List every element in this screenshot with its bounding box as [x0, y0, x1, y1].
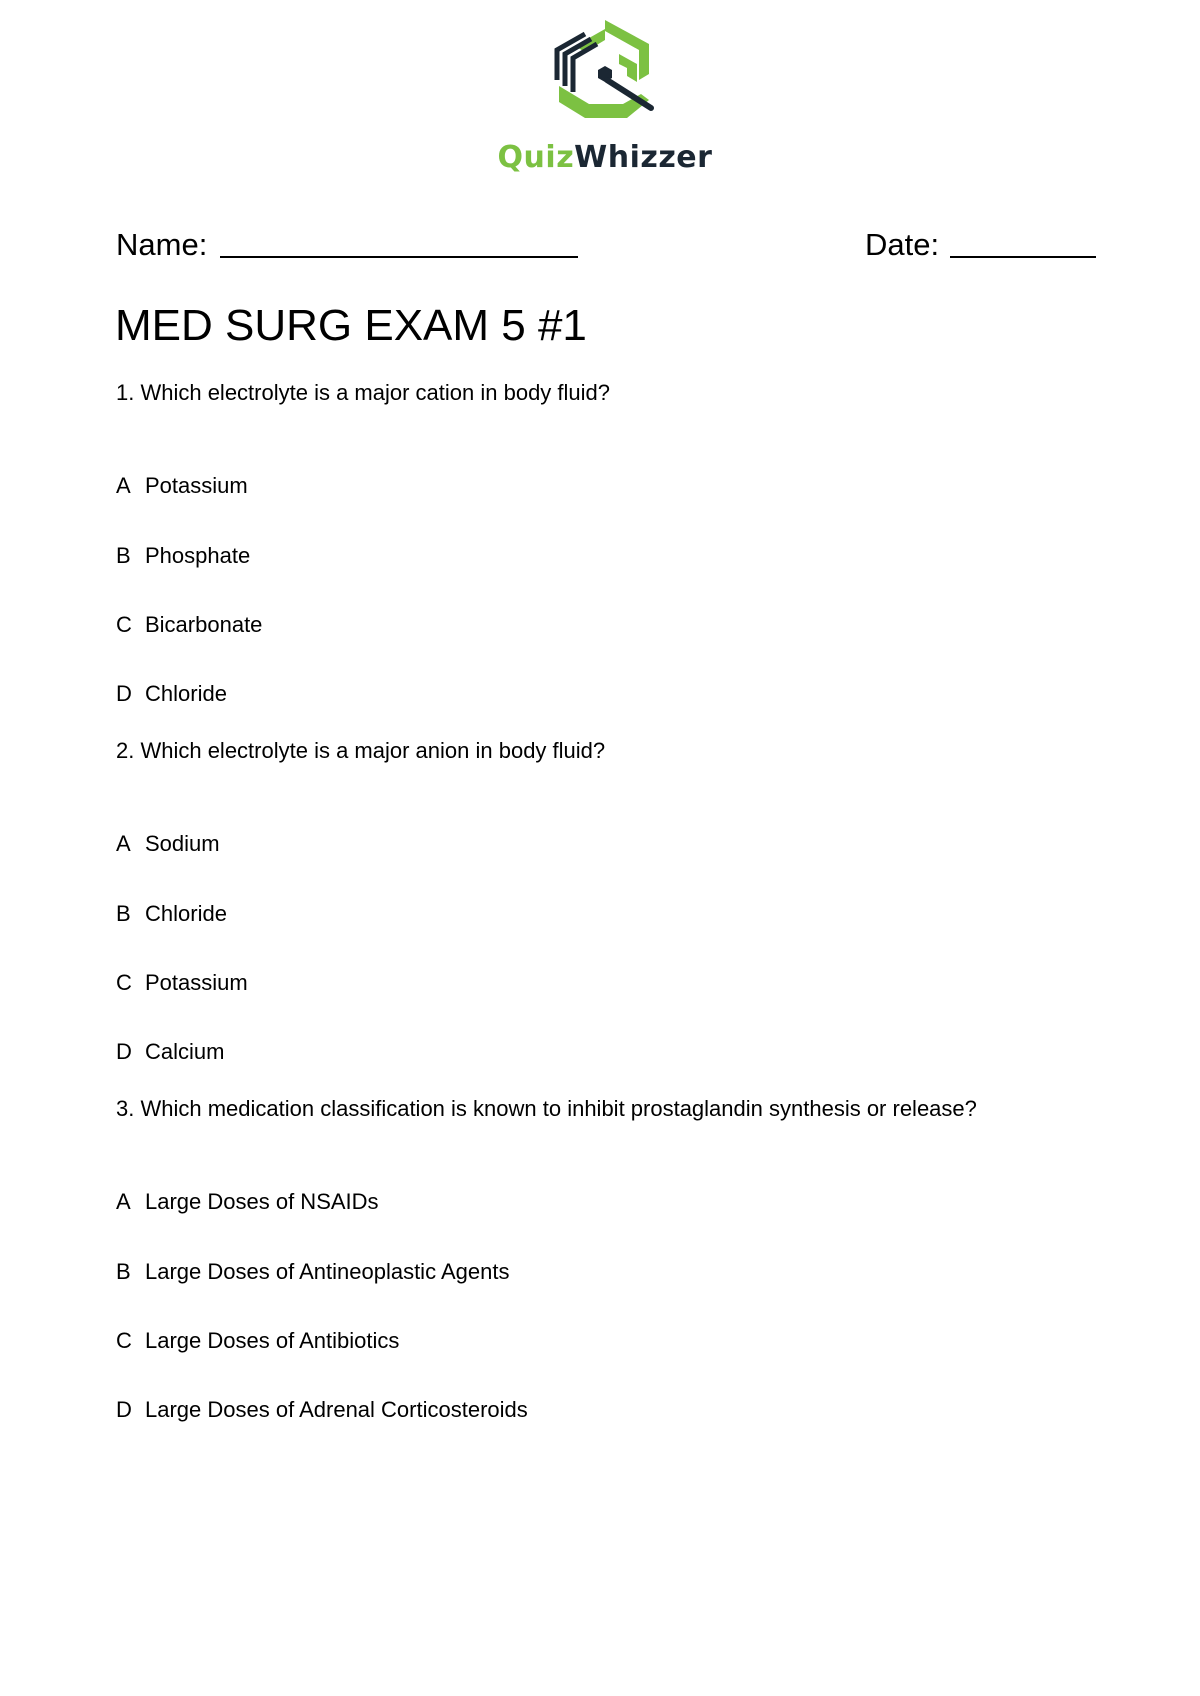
option-letter: A — [116, 831, 131, 856]
option-text: Large Doses of Antineoplastic Agents — [145, 1259, 510, 1284]
brand-logo — [490, 16, 720, 186]
question-3-option-a — [116, 1188, 379, 1216]
question-2-option-d — [116, 1038, 224, 1066]
question-1-text: 1. Which electrolyte is a major cation in body fluid? — [116, 380, 611, 405]
question-3-option-d — [116, 1396, 528, 1424]
option-text: Phosphate — [145, 543, 251, 568]
name-label: Name: — [116, 227, 208, 262]
question-1-option-d — [116, 680, 227, 708]
option-text: Bicarbonate — [145, 612, 263, 637]
option-letter: C — [116, 612, 132, 637]
question-3-text: 3. Which medication classification is known to inhibit prostaglandin synthesis or release? — [116, 1096, 977, 1121]
option-letter: B — [116, 543, 131, 568]
option-letter: A — [116, 473, 131, 498]
option-letter: C — [116, 970, 132, 995]
brand-name-part2: Whizzer — [574, 140, 713, 175]
hexagon-magnifier-logo-icon — [545, 16, 665, 128]
question-2-option-b — [116, 900, 227, 928]
question-1-option-a — [116, 472, 248, 500]
option-letter: C — [116, 1328, 132, 1353]
question-2-text: 2. Which electrolyte is a major anion in body fluid? — [116, 738, 606, 763]
option-letter: D — [116, 681, 132, 706]
date-label: Date: — [865, 227, 940, 262]
exam-title: MED SURG EXAM 5 #1 — [115, 301, 587, 350]
question-1-option-b — [116, 542, 250, 570]
option-letter: A — [116, 1189, 131, 1214]
option-letter: D — [116, 1397, 132, 1422]
option-text: Chloride — [145, 901, 227, 926]
option-letter: B — [116, 1259, 131, 1284]
option-text: Calcium — [145, 1039, 225, 1064]
option-letter: D — [116, 1039, 132, 1064]
question-2-option-c — [116, 969, 248, 997]
option-text: Large Doses of NSAIDs — [145, 1189, 379, 1214]
question-3-option-b — [116, 1258, 509, 1286]
question-1-option-c — [116, 611, 262, 639]
option-text: Sodium — [145, 831, 220, 856]
brand-name-part1: Quiz — [497, 140, 575, 175]
question-2-option-a — [116, 830, 220, 858]
name-field-line[interactable] — [220, 256, 578, 258]
option-text: Potassium — [145, 473, 248, 498]
option-text: Potassium — [145, 970, 248, 995]
option-text: Large Doses of Adrenal Corticosteroids — [145, 1397, 528, 1422]
date-field-line[interactable] — [950, 256, 1096, 258]
option-text: Chloride — [145, 681, 227, 706]
option-text: Large Doses of Antibiotics — [145, 1328, 400, 1353]
question-3-option-c — [116, 1327, 399, 1355]
option-letter: B — [116, 901, 131, 926]
brand-name — [490, 140, 720, 175]
